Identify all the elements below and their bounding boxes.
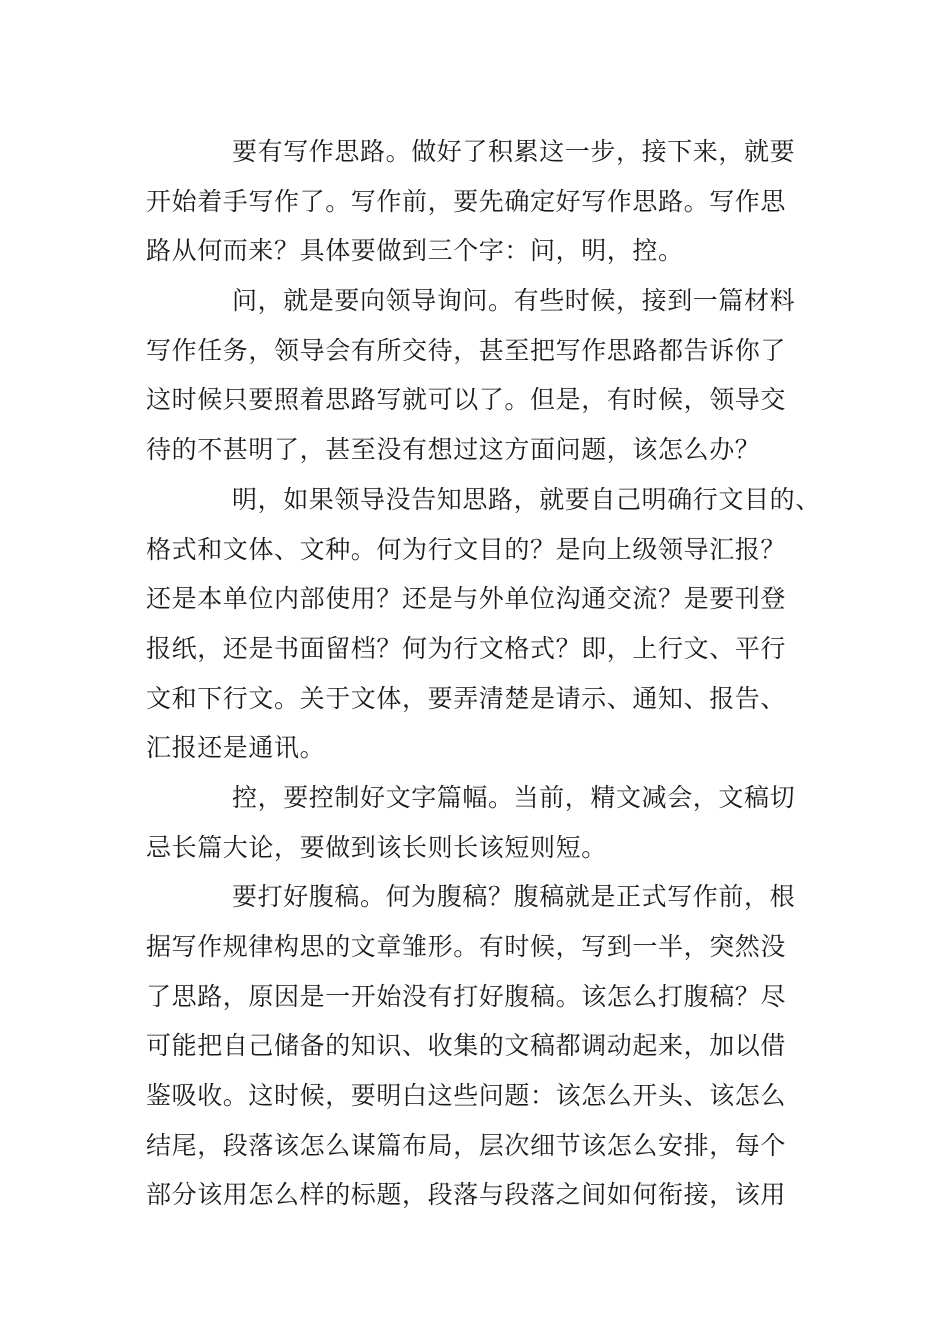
paragraph-writing-approach <box>146 127 818 276</box>
text-line: 可能把自己储备的知识、收集的文稿都调动起来，加以借 <box>146 1031 787 1061</box>
text-line: 鉴吸收。这时候，要明白这些问题：该怎么开头、该怎么 <box>146 1081 787 1111</box>
text-line: 路从何而来？具体要做到三个字：问，明，控。 <box>146 236 684 266</box>
text-line: 开始着手写作了。写作前，要先确定好写作思路。写作思 <box>146 186 787 216</box>
paragraph-clarify <box>146 475 821 773</box>
paragraph-control <box>146 773 818 872</box>
text-line: 结尾，段落该怎么谋篇布局，层次细节该怎么安排，每个 <box>146 1130 787 1160</box>
text-line: 控，要控制好文字篇幅。当前，精文减会，文稿切 <box>232 782 796 812</box>
text-line: 了思路，原因是一开始没有打好腹稿。该怎么打腹稿？尽 <box>146 981 787 1011</box>
text-line: 问，就是要向领导询问。有些时候，接到一篇材料 <box>232 286 796 316</box>
text-line: 据写作规律构思的文章雏形。有时候，写到一半，突然没 <box>146 932 787 961</box>
text-line: 忌长篇大论，要做到该长则长该短则短。 <box>146 832 607 862</box>
text-line: 还是本单位内部使用？还是与外单位沟通交流？是要刊登 <box>146 584 787 614</box>
text-line: 这时候只要照着思路写就可以了。但是，有时候，领导交 <box>146 385 787 415</box>
text-line: 写作任务，领导会有所交待，甚至把写作思路都告诉你了 <box>146 335 787 365</box>
text-line: 部分该用怎么样的标题，段落与段落之间如何衔接，该用 <box>146 1180 787 1210</box>
text-line: 报纸，还是书面留档？何为行文格式？即，上行文、平行 <box>146 633 787 663</box>
text-line: 待的不甚明了，甚至没有想过这方面问题，该怎么办？ <box>146 435 761 465</box>
text-line: 明，如果领导没告知思路，就要自己明确行文目的、 <box>232 484 821 514</box>
text-line: 格式和文体、文种。何为行文目的？是向上级领导汇报？ <box>146 534 787 564</box>
paragraph-draft <box>146 872 818 1220</box>
text-line: 文和下行文。关于文体，要弄清楚是请示、通知、报告、 <box>146 683 787 713</box>
text-line: 汇报还是通讯。 <box>146 733 326 763</box>
paragraph-ask <box>146 276 818 475</box>
text-line: 要打好腹稿。何为腹稿？腹稿就是正式写作前，根 <box>232 882 796 912</box>
document-body <box>146 127 821 1220</box>
text-line: 要有写作思路。做好了积累这一步，接下来，就要 <box>232 137 796 166</box>
